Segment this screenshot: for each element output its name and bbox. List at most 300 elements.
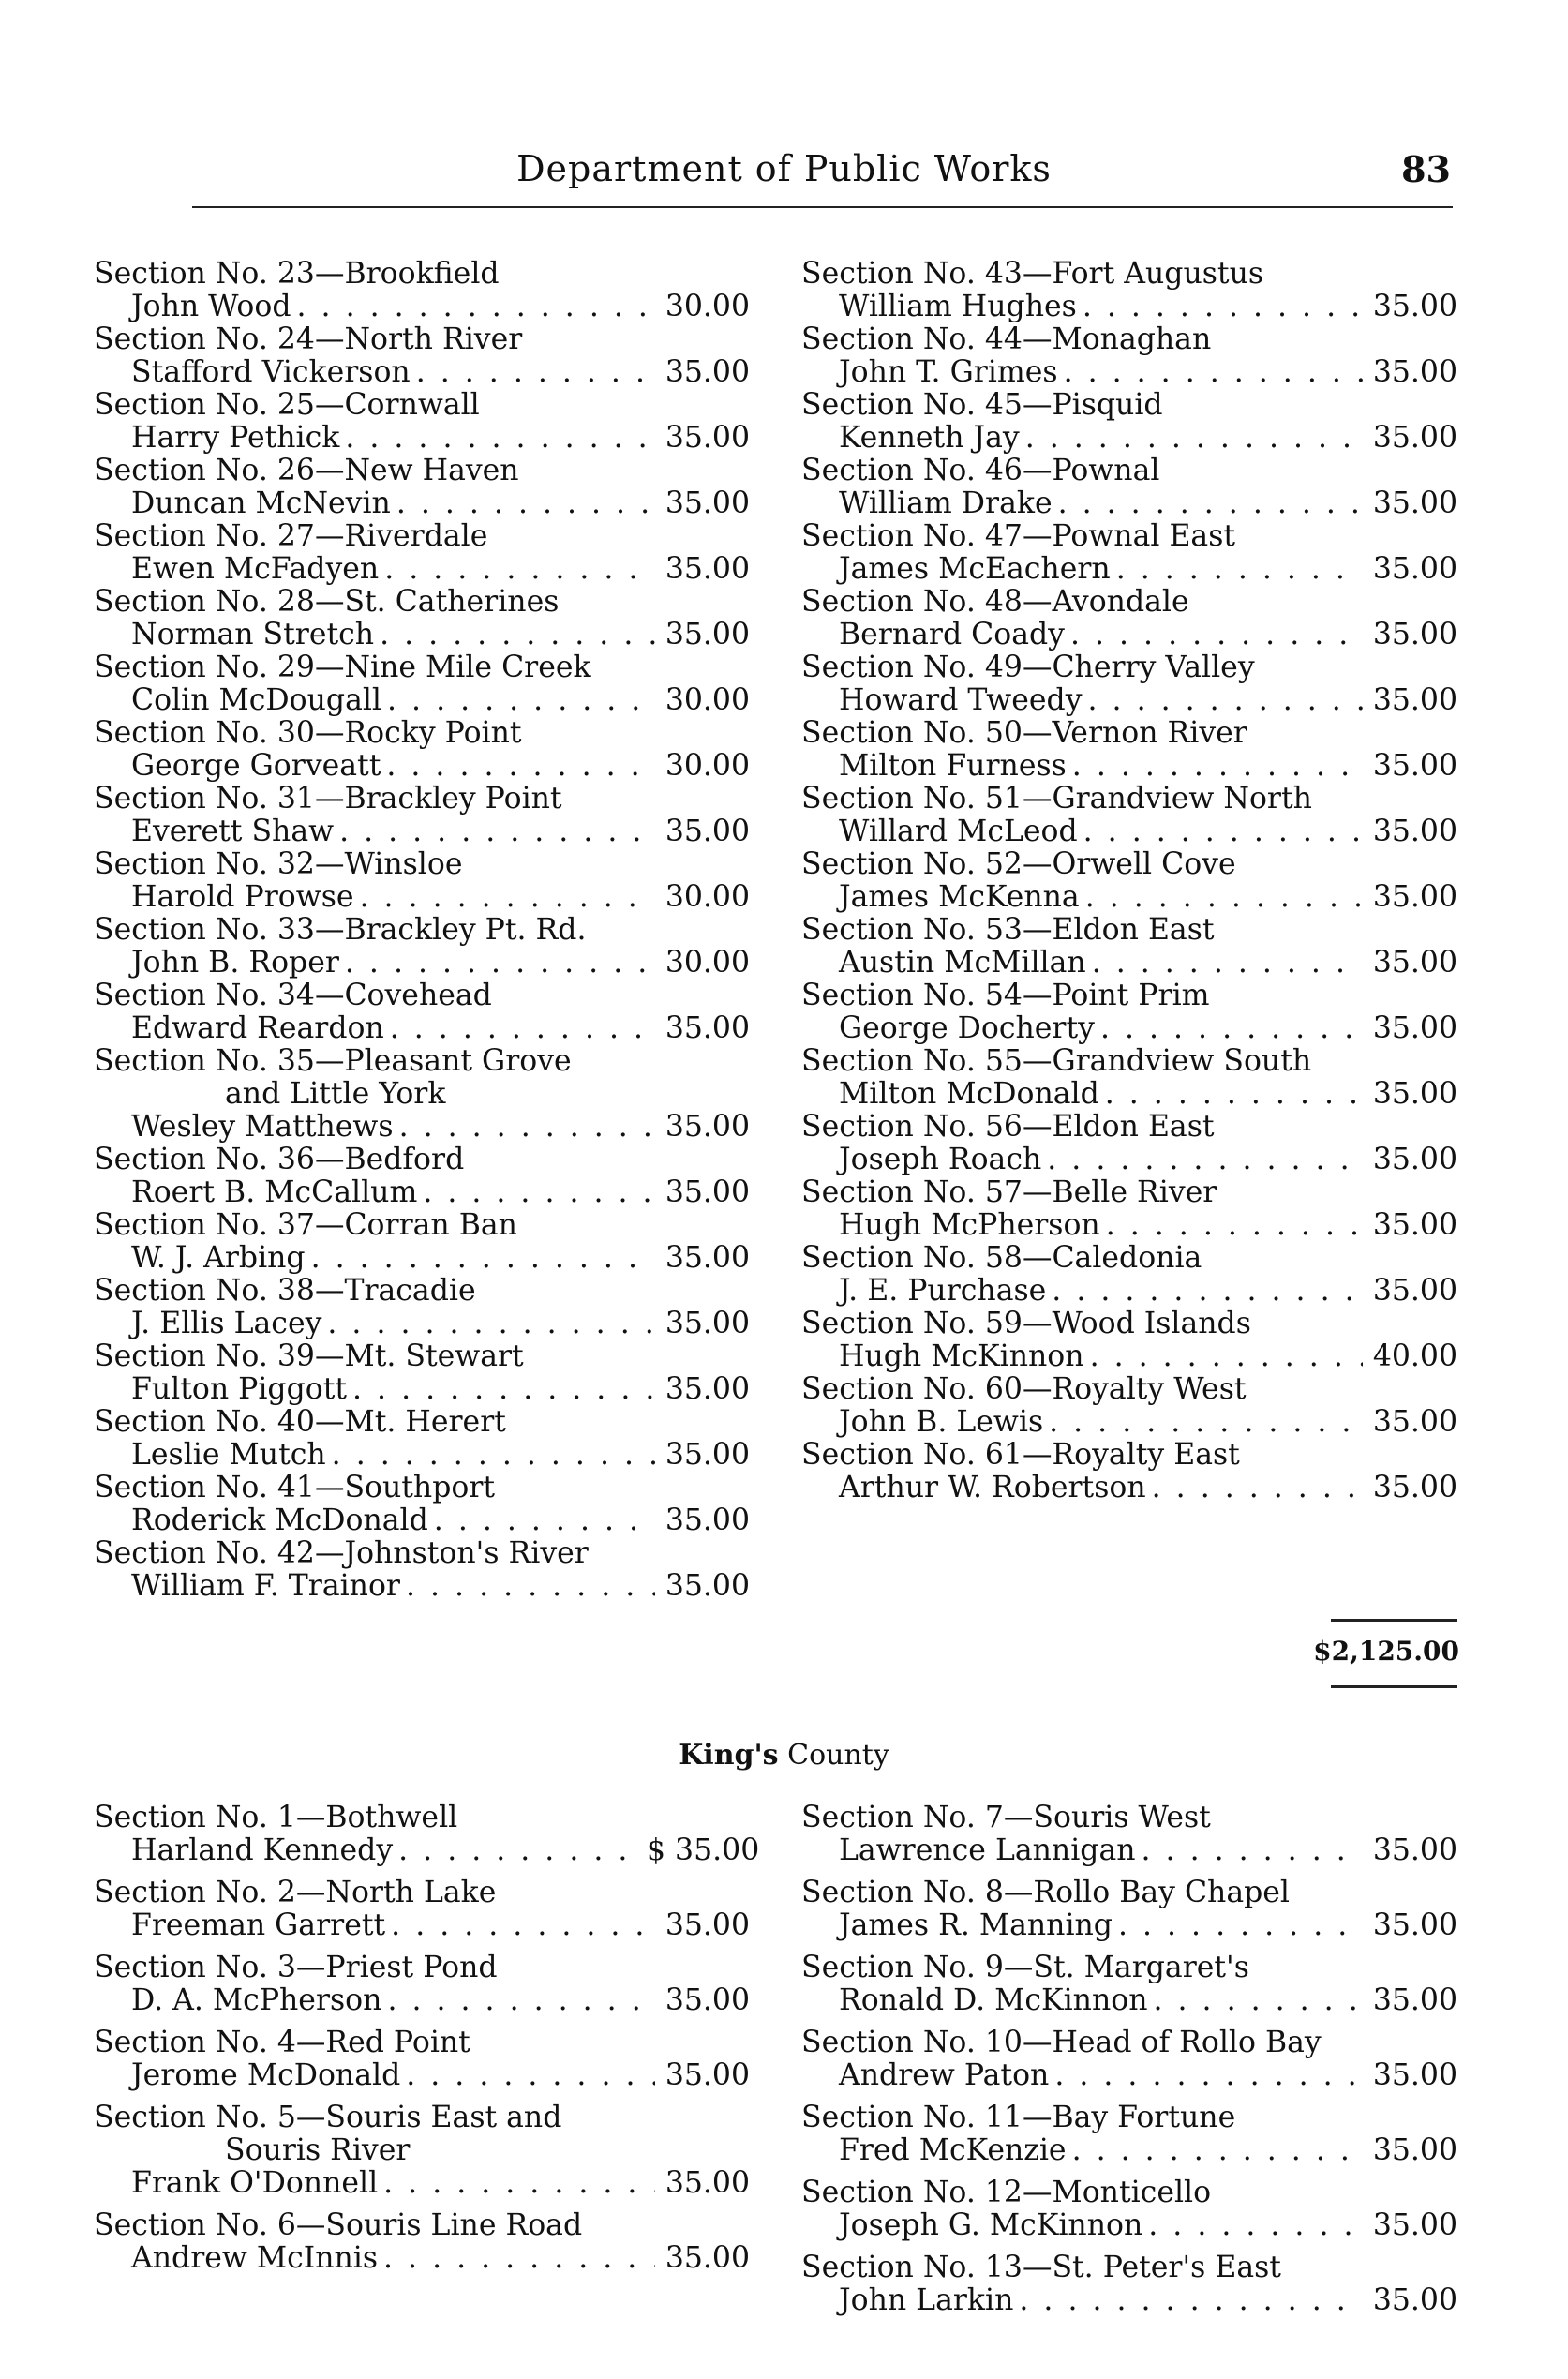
dot-leader: [311, 1242, 655, 1275]
section-label: Section No. 35—Pleasant Grove: [94, 1044, 572, 1078]
section-entry: [801, 1802, 1457, 1867]
section-label: Section No. 51—Grandview North: [801, 782, 1312, 815]
payee-name: James McEachern: [839, 552, 1111, 586]
payment-amount: 35.00: [665, 1307, 750, 1340]
payment-amount: 35.00: [1372, 552, 1457, 586]
payee-row: [94, 947, 750, 980]
dot-leader: [1019, 2284, 1363, 2317]
section-label: Section No. 45—Pisquid: [801, 388, 1163, 422]
section-label: Section No. 2—North Lake: [94, 1876, 497, 1909]
payee-row: [801, 487, 1457, 520]
section-entry: [94, 717, 750, 783]
payee-row: [94, 422, 750, 455]
payee-name: George Docherty: [839, 1011, 1095, 1045]
section-entry: [94, 783, 750, 848]
payment-amount: 30.00: [665, 749, 750, 783]
section-entry: [801, 1176, 1457, 1242]
section-label: Section No. 60—Royalty West: [801, 1372, 1247, 1406]
payee-row: [801, 422, 1457, 455]
section-entry: [94, 980, 750, 1045]
section-entry: [94, 1801, 760, 1867]
section-entry: [801, 1373, 1457, 1439]
payee-name: Arthur W. Robertson: [839, 1471, 1146, 1504]
kings-left-column: [94, 1801, 760, 2275]
payment-amount: 35.00: [665, 1241, 750, 1275]
section-entry: [94, 1406, 750, 1472]
section-entry: [94, 1537, 750, 1603]
payment-amount: 35.00: [665, 1983, 750, 2017]
dot-leader: [399, 1111, 655, 1144]
payee-name: Lawrence Lannigan: [839, 1833, 1136, 1867]
payee-name: John T. Grimes: [839, 355, 1058, 389]
dot-leader: [1152, 1472, 1363, 1504]
section-label-continued: Souris River: [225, 2133, 411, 2167]
payee-name: Duncan McNevin: [131, 486, 391, 520]
payee-name: Ewen McFadyen: [131, 552, 380, 586]
payee-name: Hugh McKinnon: [839, 1339, 1084, 1373]
dot-leader: [327, 1308, 655, 1340]
section-label: Section No. 59—Wood Islands: [801, 1307, 1251, 1340]
payee-row: [801, 356, 1457, 389]
kings-right-column: [801, 1802, 1457, 2317]
dot-leader: [1064, 356, 1363, 389]
payee-name: Harland Kennedy: [131, 1833, 394, 1867]
section-label: Section No. 41—Southport: [94, 1471, 496, 1504]
section-label: Section No. 23—Brookfield: [94, 257, 500, 291]
dot-leader: [396, 487, 655, 520]
payee-name: Everett Shaw: [131, 815, 335, 848]
payee-row: [801, 947, 1457, 980]
dot-leader: [434, 1504, 655, 1537]
payee-name: Edward Reardon: [131, 1011, 384, 1045]
payment-amount: 35.00: [1372, 1983, 1457, 2017]
payee-row: [801, 1472, 1457, 1504]
section-entry: [94, 455, 750, 520]
payment-amount: 35.00: [1372, 749, 1457, 783]
section-entry: [94, 323, 750, 389]
payee-row: [801, 2209, 1457, 2242]
payment-amount: 35.00: [1372, 1405, 1457, 1439]
payee-row: [801, 619, 1457, 651]
section-entry: [94, 1209, 750, 1275]
page-number: 83: [1401, 148, 1451, 190]
dot-leader: [1116, 553, 1363, 586]
payee-row: [94, 1242, 750, 1275]
payee-row: [801, 881, 1457, 914]
dot-leader: [390, 1012, 655, 1045]
payee-name: Colin McDougall: [131, 683, 382, 717]
payment-amount: 35.00: [1372, 683, 1457, 717]
payee-name: Roderick McDonald: [131, 1504, 428, 1537]
county-heading-word: County: [787, 1739, 889, 1772]
section-entry: [801, 783, 1457, 848]
section-label: Section No. 11—Bay Fortune: [801, 2101, 1236, 2134]
payee-name: Milton McDonald: [839, 1077, 1099, 1111]
payment-amount: 30.00: [665, 683, 750, 717]
section-label: Section No. 49—Cherry Valley: [801, 651, 1255, 684]
payment-amount: 35.00: [665, 2241, 750, 2275]
section-entry: [94, 848, 750, 914]
section-label: Section No. 48—Avondale: [801, 585, 1189, 619]
payee-row: [801, 1012, 1457, 1045]
section-label: Section No. 34—Covehead: [94, 979, 492, 1012]
section-entry: [801, 323, 1457, 389]
payee-row: [801, 2134, 1457, 2167]
payee-name: John B. Lewis: [839, 1405, 1044, 1439]
section-entry: [801, 1308, 1457, 1373]
section-label: Section No. 42—Johnston's River: [94, 1536, 589, 1570]
payee-name: William F. Trainor: [131, 1569, 400, 1603]
payee-row: [94, 619, 750, 651]
payment-amount: 35.00: [1372, 1143, 1457, 1176]
section-label: Section No. 3—Priest Pond: [94, 1951, 498, 1984]
payment-amount: 35.00: [665, 1175, 750, 1209]
section-entry: [801, 1439, 1457, 1504]
payee-name: Norman Stretch: [131, 618, 375, 651]
payee-row: [94, 1012, 750, 1045]
payee-row: [94, 1570, 750, 1603]
county-heading-name: King's: [679, 1739, 779, 1772]
payee-name: William Drake: [839, 486, 1053, 520]
dot-leader: [383, 2167, 655, 2200]
payee-name: Harold Prowse: [131, 880, 354, 914]
payment-amount: 35.00: [665, 552, 750, 586]
dot-leader: [1090, 1340, 1363, 1373]
dot-leader: [386, 750, 655, 783]
dot-leader: [1070, 619, 1363, 651]
section-entry: [801, 1952, 1457, 2017]
payment-amount: $ 35.00: [647, 1833, 760, 1867]
dot-leader: [360, 881, 655, 914]
section-label: Section No. 33—Brackley Pt. Rd.: [94, 913, 587, 947]
total-rule-bottom: [1331, 1685, 1457, 1688]
section-label: Section No. 57—Belle River: [801, 1175, 1217, 1209]
section-entry: [801, 389, 1457, 455]
dot-leader: [345, 422, 655, 455]
section-label: Section No. 9—St. Margaret's: [801, 1951, 1249, 1984]
payee-row: [801, 1406, 1457, 1439]
payee-row: [94, 1833, 760, 1867]
payment-amount: 35.00: [1372, 1208, 1457, 1242]
dot-leader: [297, 291, 655, 323]
section-label: Section No. 44—Monaghan: [801, 322, 1212, 356]
payee-row: [94, 1984, 750, 2017]
payee-name: Jerome McDonald: [131, 2058, 401, 2092]
payee-row: [801, 1834, 1457, 1867]
payment-amount: 35.00: [1372, 421, 1457, 455]
section-entry: [94, 258, 750, 323]
payee-row: [94, 487, 750, 520]
dot-leader: [352, 1373, 655, 1406]
payee-row: [801, 1144, 1457, 1176]
dot-leader: [1088, 684, 1363, 717]
section-label: Section No. 12—Monticello: [801, 2176, 1212, 2209]
section-label: Section No. 27—Riverdale: [94, 519, 488, 553]
section-entry: [94, 2209, 750, 2275]
payee-row: [801, 2059, 1457, 2092]
dot-leader: [383, 2242, 655, 2275]
section-entry: [94, 1045, 750, 1144]
dot-leader: [1072, 2134, 1363, 2167]
payment-amount: 35.00: [1372, 2058, 1457, 2092]
payee-name: James McKenna: [839, 880, 1080, 914]
payment-amount: 35.00: [665, 1569, 750, 1603]
payee-name: Hugh McPherson: [839, 1208, 1100, 1242]
payment-amount: 35.00: [1372, 1077, 1457, 1111]
dot-leader: [391, 1909, 655, 1942]
section-entry: [94, 1472, 750, 1537]
dot-leader: [1085, 881, 1363, 914]
payee-row: [94, 1111, 750, 1144]
payee-row: [801, 553, 1457, 586]
payee-row: [94, 1373, 750, 1406]
payee-name: Austin McMillan: [839, 946, 1086, 980]
payee-row: [801, 1909, 1457, 1942]
payment-amount: 30.00: [665, 880, 750, 914]
payee-row: [94, 1308, 750, 1340]
section-entry: [801, 651, 1457, 717]
payee-name: Milton Furness: [839, 749, 1067, 783]
section-label: Section No. 30—Rocky Point: [94, 716, 522, 750]
dot-leader: [1083, 815, 1363, 848]
section-label: Section No. 28—St. Catherines: [94, 585, 560, 619]
section-entry: [801, 2027, 1457, 2092]
payee-name: Leslie Mutch: [131, 1438, 326, 1472]
section-entry: [94, 1144, 750, 1209]
section-label: Section No. 39—Mt. Stewart: [94, 1339, 524, 1373]
dot-leader: [384, 553, 655, 586]
section-label: Section No. 7—Souris West: [801, 1801, 1211, 1834]
dot-leader: [1092, 947, 1363, 980]
payment-amount: 35.00: [665, 1504, 750, 1537]
payee-row: [801, 1984, 1457, 2017]
payee-name: Stafford Vickerson: [131, 355, 411, 389]
section-entry: [801, 1111, 1457, 1176]
payee-name: Fulton Piggott: [131, 1372, 348, 1406]
section-label: Section No. 58—Caledonia: [801, 1241, 1202, 1275]
payment-amount: 35.00: [1372, 1274, 1457, 1308]
section-label: Section No. 36—Bedford: [94, 1143, 465, 1176]
section-entry: [801, 914, 1457, 980]
dot-leader: [1142, 1834, 1363, 1867]
section-entry: [801, 1045, 1457, 1111]
section-label: Section No. 55—Grandview South: [801, 1044, 1312, 1078]
section-label: Section No. 4—Red Point: [94, 2026, 470, 2059]
total-rule-top: [1331, 1619, 1457, 1622]
section-entry: [801, 717, 1457, 783]
payment-amount: 35.00: [665, 815, 750, 848]
section-entry: [94, 1952, 750, 2017]
dot-leader: [423, 1176, 655, 1209]
payee-row: [94, 291, 750, 323]
dot-leader: [1105, 1078, 1363, 1111]
payee-row: [801, 291, 1457, 323]
section-total: $2,125.00: [1313, 1636, 1459, 1667]
payment-amount: 35.00: [1372, 1011, 1457, 1045]
payment-amount: 35.00: [665, 2166, 750, 2200]
section-entry: [801, 2252, 1457, 2317]
dot-leader: [1025, 422, 1363, 455]
section-label: Section No. 50—Vernon River: [801, 716, 1247, 750]
payment-amount: 35.00: [1372, 355, 1457, 389]
payee-row: [801, 1078, 1457, 1111]
payment-amount: 35.00: [1372, 2208, 1457, 2242]
section-label: Section No. 13—St. Peter's East: [801, 2251, 1281, 2284]
dot-leader: [1047, 1144, 1363, 1176]
payment-amount: 35.00: [1372, 1908, 1457, 1942]
payee-row: [801, 1275, 1457, 1308]
dot-leader: [339, 815, 655, 848]
section-label: Section No. 8—Rollo Bay Chapel: [801, 1876, 1290, 1909]
payee-row: [94, 1439, 750, 1472]
county-heading: [0, 1739, 1568, 1772]
payment-amount: 35.00: [665, 1011, 750, 1045]
payee-row: [801, 684, 1457, 717]
queens-left-column: [94, 258, 750, 1603]
dot-leader: [1072, 750, 1363, 783]
payee-row: [94, 684, 750, 717]
payee-row: [94, 2242, 750, 2275]
section-label: Section No. 31—Brackley Point: [94, 782, 562, 815]
payee-row: [801, 750, 1457, 783]
payment-amount: 35.00: [1372, 290, 1457, 323]
payee-name: Joseph Roach: [839, 1143, 1042, 1176]
payee-row: [94, 1504, 750, 1537]
payee-name: Willard McLeod: [839, 815, 1078, 848]
payment-amount: 35.00: [665, 486, 750, 520]
dot-leader: [1052, 1275, 1363, 1308]
payee-name: D. A. McPherson: [131, 1983, 382, 2017]
payment-amount: 35.00: [1372, 1471, 1457, 1504]
section-label: Section No. 56—Eldon East: [801, 1110, 1215, 1144]
payment-amount: 30.00: [665, 946, 750, 980]
section-label: Section No. 10—Head of Rollo Bay: [801, 2026, 1322, 2059]
section-entry: [94, 389, 750, 455]
payee-name: Wesley Matthews: [131, 1110, 394, 1144]
payee-name: John Wood: [131, 290, 291, 323]
payee-name: J. Ellis Lacey: [131, 1307, 322, 1340]
section-label: Section No. 46—Pownal: [801, 454, 1160, 487]
payment-amount: 35.00: [665, 1908, 750, 1942]
section-entry: [801, 848, 1457, 914]
section-entry: [801, 586, 1457, 651]
dot-leader: [1106, 1209, 1363, 1242]
section-label: Section No. 6—Souris Line Road: [94, 2208, 583, 2242]
payee-row: [94, 356, 750, 389]
payment-amount: 35.00: [1372, 486, 1457, 520]
payee-name: J. E. Purchase: [839, 1274, 1047, 1308]
payment-amount: 35.00: [665, 1438, 750, 1472]
section-entry: [801, 520, 1457, 586]
section-label: Section No. 24—North River: [94, 322, 523, 356]
payment-amount: 35.00: [665, 355, 750, 389]
section-entry: [801, 1877, 1457, 1942]
section-label: Section No. 26—New Haven: [94, 454, 519, 487]
payment-amount: 35.00: [1372, 2133, 1457, 2167]
dot-leader: [387, 1984, 655, 2017]
dot-leader: [387, 684, 655, 717]
payee-name: W. J. Arbing: [131, 1241, 306, 1275]
payee-name: Andrew Paton: [839, 2058, 1050, 2092]
payment-amount: 35.00: [1372, 880, 1457, 914]
payee-name: Fred McKenzie: [839, 2133, 1067, 2167]
dot-leader: [1148, 2209, 1363, 2242]
payment-amount: 35.00: [665, 421, 750, 455]
section-label: Section No. 47—Pownal East: [801, 519, 1236, 553]
payee-row: [94, 2167, 750, 2200]
section-entry: [801, 2102, 1457, 2167]
section-label: Section No. 43—Fort Augustus: [801, 257, 1264, 291]
section-label: Section No. 61—Royalty East: [801, 1438, 1240, 1472]
payment-amount: 35.00: [665, 2058, 750, 2092]
section-label: Section No. 29—Nine Mile Creek: [94, 651, 591, 684]
section-entry: [94, 2102, 750, 2200]
section-label: Section No. 1—Bothwell: [94, 1801, 458, 1834]
section-label: Section No. 5—Souris East and: [94, 2101, 562, 2134]
payee-row: [801, 2284, 1457, 2317]
section-entry: [94, 1877, 750, 1942]
payee-name: Roert B. McCallum: [131, 1175, 418, 1209]
section-entry: [801, 1242, 1457, 1308]
dot-leader: [1054, 2059, 1363, 2092]
payee-name: James R. Manning: [839, 1908, 1113, 1942]
payee-name: John Larkin: [839, 2283, 1014, 2317]
payee-row: [94, 553, 750, 586]
section-entry: [801, 258, 1457, 323]
payee-name: Bernard Coady: [839, 618, 1065, 651]
dot-leader: [1154, 1984, 1364, 2017]
payee-name: George Gorveatt: [131, 749, 381, 783]
payment-amount: 35.00: [1372, 1833, 1457, 1867]
dot-leader: [1118, 1909, 1363, 1942]
dot-leader: [406, 2059, 655, 2092]
queens-right-column: [801, 258, 1457, 1504]
payee-name: Ronald D. McKinnon: [839, 1983, 1148, 2017]
payee-row: [801, 815, 1457, 848]
payment-amount: 35.00: [665, 1372, 750, 1406]
payment-amount: 40.00: [1372, 1339, 1457, 1373]
payee-name: Harry Pethick: [131, 421, 340, 455]
payee-name: Andrew McInnis: [131, 2241, 379, 2275]
dot-leader: [1049, 1406, 1363, 1439]
dot-leader: [332, 1439, 655, 1472]
dot-leader: [398, 1834, 641, 1867]
section-entry: [801, 980, 1457, 1045]
payment-amount: 35.00: [1372, 2283, 1457, 2317]
payee-row: [801, 1340, 1457, 1373]
payee-row: [94, 881, 750, 914]
payee-row: [94, 815, 750, 848]
section-label: Section No. 53—Eldon East: [801, 913, 1215, 947]
payee-name: William Hughes: [839, 290, 1077, 323]
payee-name: Howard Tweedy: [839, 683, 1083, 717]
payee-name: Frank O'Donnell: [131, 2166, 379, 2200]
section-entry: [94, 1340, 750, 1406]
dot-leader: [1058, 487, 1363, 520]
section-entry: [94, 586, 750, 651]
section-entry: [94, 914, 750, 980]
dot-leader: [416, 356, 655, 389]
payment-amount: 35.00: [1372, 815, 1457, 848]
section-label: Section No. 32—Winsloe: [94, 847, 463, 881]
section-entry: [94, 520, 750, 586]
section-label: Section No. 40—Mt. Herert: [94, 1405, 506, 1439]
section-entry: [94, 2027, 750, 2092]
section-label: Section No. 52—Orwell Cove: [801, 847, 1236, 881]
section-label: Section No. 25—Cornwall: [94, 388, 480, 422]
payee-row: [94, 1176, 750, 1209]
section-entry: [801, 455, 1457, 520]
